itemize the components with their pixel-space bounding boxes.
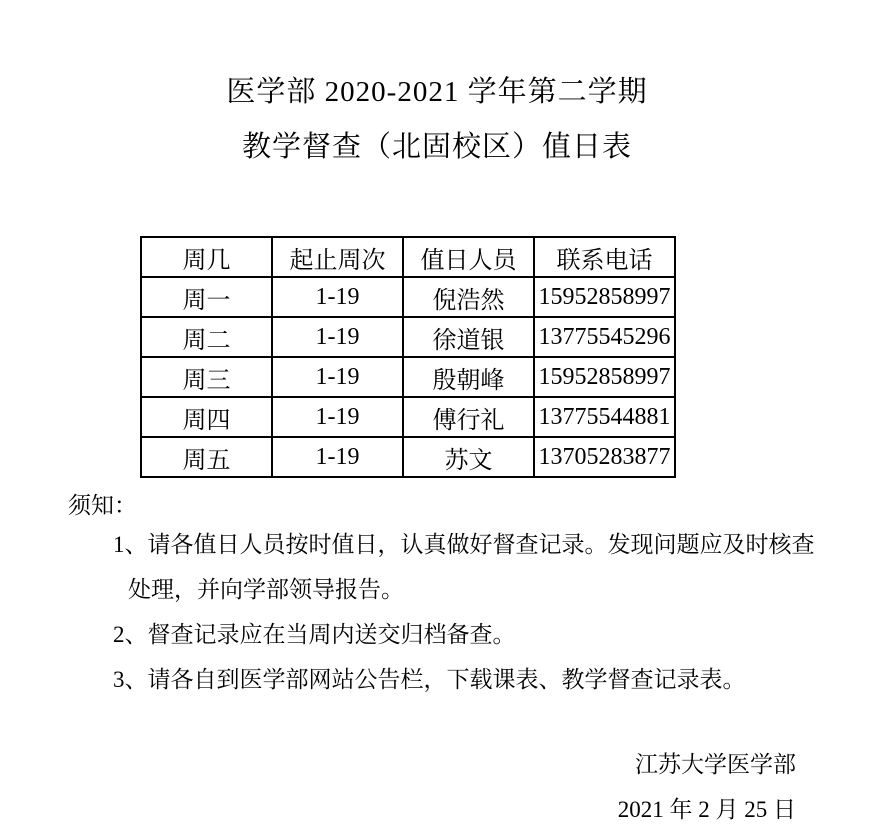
signature-block [0,742,874,832]
table-row [141,357,675,397]
cell-day: 周二 [141,317,272,357]
cell-weeks: 1-19 [272,437,403,477]
header-cell-name: 值日人员 [403,237,534,277]
cell-day: 周一 [141,277,272,317]
cell-name: 殷朝峰 [403,357,534,397]
signature-org: 江苏大学医学部 [635,752,796,777]
cell-phone: 13775545296 [534,317,675,357]
cell-phone: 13705283877 [534,437,675,477]
cell-weeks: 1-19 [272,277,403,317]
cell-day: 周四 [141,397,272,437]
cell-weeks: 1-19 [272,317,403,357]
note-3-line-1 [113,657,874,702]
note-1-number: 1、 [113,532,148,557]
header-cell-day: 周几 [141,237,272,277]
signature-date: 2021 年 2 月 25 日 [617,797,796,822]
notes-list [0,522,874,702]
table-row [141,437,675,477]
cell-name: 苏文 [403,437,534,477]
table-row [141,397,675,437]
cell-day: 周五 [141,437,272,477]
cell-day: 周三 [141,357,272,397]
cell-phone: 15952858997 [534,277,675,317]
doc-title-line2: 教学督查（北固校区）值日表 [241,131,632,163]
table-row [141,277,675,317]
cell-weeks: 1-19 [272,397,403,437]
cell-weeks: 1-19 [272,357,403,397]
table-row [141,317,675,357]
note-1-text: 请各值日人员按时值日，认真做好督查记录。发现问题应及时核查 [147,532,815,557]
note-3-text: 请各自到医学部网站公告栏，下载课表、教学督查记录表。 [147,667,746,692]
header-cell-phone: 联系电话 [534,237,675,277]
table-header-row [141,237,675,277]
note-1-line-2: 处理，并向学部领导报告。 [128,577,404,602]
duty-roster-table [140,236,676,478]
notes-label: 须知： [68,493,137,518]
cell-phone: 15952858997 [534,357,675,397]
cell-name: 倪浩然 [403,277,534,317]
cell-name: 傅行礼 [403,397,534,437]
note-2-line-1 [113,612,874,657]
note-2-text: 督查记录应在当周内送交归档备查。 [147,622,516,647]
note-1-line-1 [113,522,874,567]
note-3-number: 3、 [113,667,148,692]
cell-name: 徐道银 [403,317,534,357]
note-2-number: 2、 [113,622,148,647]
cell-phone: 13775544881 [534,397,675,437]
header-cell-weeks: 起止周次 [272,237,403,277]
doc-title-line1: 医学部 2020-2021 学年第二学期 [226,76,648,108]
